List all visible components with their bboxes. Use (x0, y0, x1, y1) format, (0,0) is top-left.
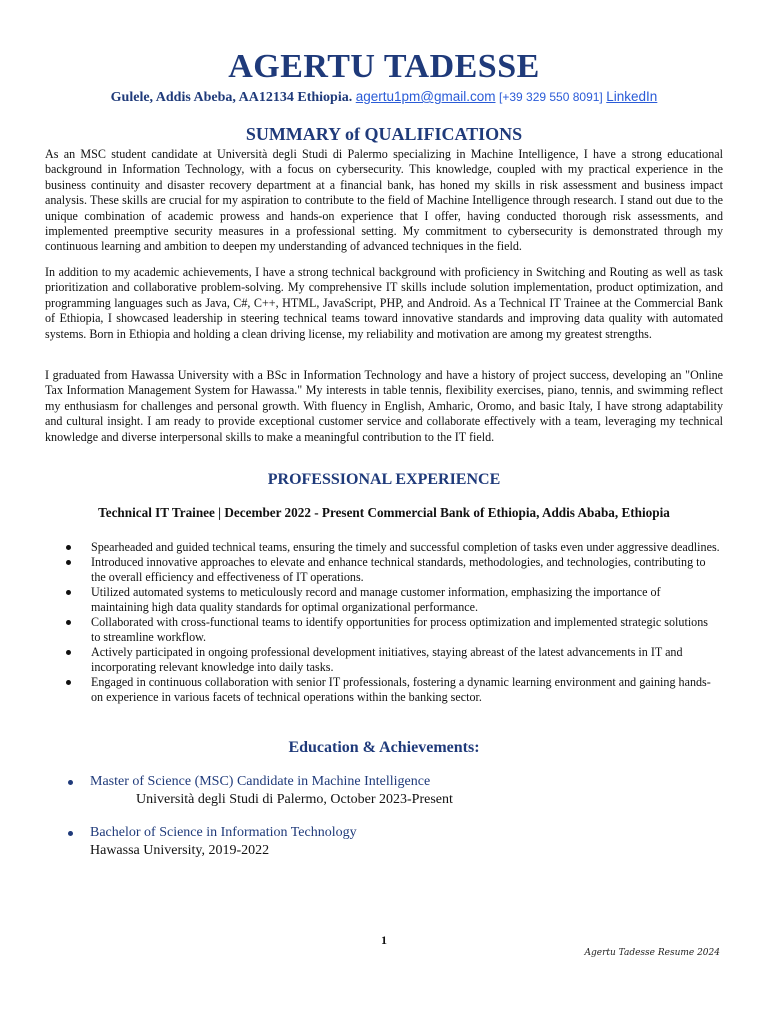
bullet-text: Introduced innovative approaches to elevate and enhance technical standards, methodologies, and technologies, contributing to the overall efficiency and effectiveness of IT operations. (91, 555, 706, 584)
degree-title: Master of Science (MSC) Candidate in Machine Intelligence (90, 774, 431, 789)
contact-line (0, 89, 768, 106)
summary-paragraph: I graduated from Hawassa University with a BSc in Information Technology and have a history of project success, developing an "Online Tax Information Management System for Hawassa." My interests in table tennis, flexibility exercises, piano, tennis, and swimming reflect my enthusiasm for challenges and personal growth. With fluency in English, Amharic, Oromo, and basic Italy, I have strong adaptability and cultural insight. I am ready to provide exceptional customer service and collaborate effectively with a team, leveraging my technical knowledge and diverse interpersonal skills to make a meaningful contribution to the IT field. (45, 368, 723, 444)
bullet-icon (66, 560, 71, 565)
bullet-icon (66, 590, 71, 595)
bullet-text: Spearheaded and guided technical teams, ensuring the timely and successful completion of tasks even under aggressive deadlines. (91, 540, 720, 554)
summary-paragraph: In addition to my academic achievements, I have a strong technical background with proficiency in Switching and Routing as well as task prioritization and collaborative problem-solving. My comprehensive IT skills include solution implementation, product optimization, and programming languages such as Java, C#, C++, HTML, JavaScript, PHP, and Android. As a Technical IT Trainee at the Commercial Bank of Ethiopia, I showcased leadership in steering technical teams toward innovative standards and improving data quality with automated systems. Born in Ethiopia and holding a clean driving license, my reliability and motivation are among my greatest strengths. (45, 265, 723, 341)
bullet-icon (68, 780, 73, 785)
list-item (60, 540, 720, 555)
phone-number: [+39 329 550 8091] (499, 90, 603, 104)
bullet-text: Collaborated with cross-functional teams to identify opportunities for process optimization and implemented strategic solutions to streamline workflow. (91, 615, 708, 644)
list-item (60, 555, 720, 585)
bullet-text: Engaged in continuous collaboration with senior IT professionals, fostering a dynamic learning environment and gaining hands-on experience in various facets of technical operations within the banking sector. (91, 675, 711, 704)
degree-title: Bachelor of Science in Information Technology (90, 825, 357, 840)
footer-signature: Agertu Tadesse Resume 2024 (584, 948, 720, 958)
bullet-icon (66, 620, 71, 625)
bullet-text: Actively participated in ongoing professional development initiatives, staying abreast of the latest advancements in IT and incorporating relevant knowledge into daily tasks. (91, 645, 683, 674)
address: Gulele, Addis Abeba, AA12134 Ethiopia. (110, 90, 353, 105)
bullet-icon (66, 545, 71, 550)
summary-heading: SUMMARY of QUALIFICATIONS (245, 124, 523, 144)
experience-heading: PROFESSIONAL EXPERIENCE (267, 471, 501, 488)
list-item (60, 615, 720, 645)
email-link[interactable]: agertu1pm@gmail.com (355, 89, 496, 104)
page-number: 1 (381, 933, 387, 947)
institution: Hawassa University, 2019-2022 (90, 843, 270, 858)
candidate-name: AGERTU TADESSE (228, 48, 540, 85)
education-heading: Education & Achievements: (288, 739, 480, 756)
bullet-icon (68, 831, 73, 836)
linkedin-link[interactable]: LinkedIn (606, 89, 658, 104)
experience-bullet-list (60, 540, 720, 705)
institution: Università degli Studi di Palermo, October 2023-Present (136, 792, 453, 807)
summary-paragraph: As an MSC student candidate at Università degli Studi di Palermo specializing in Machine Intelligence, I have a strong educational background in Information Technology, with a focus on cybersecurity. This knowledge, coupled with my practical experience in the business continuity and disaster recovery department at a financial bank, has honed my skills in risk assessment and business impact analysis. These skills are crucial for my aspiration to contribute to the field of Machine Intelligence through research. I stand out due to the unique combination of academic prowess and hands-on experience that I offer, having conducted thorough risk assessments, and implemented preemptive security measures in a professional setting. My commitment to cybersecurity is demonstrated through my continuous learning and ambition to deepen my understanding of advanced techniques in the field. (45, 147, 723, 254)
list-item (60, 645, 720, 675)
bullet-icon (66, 680, 71, 685)
list-item (60, 675, 720, 705)
bullet-text: Utilized automated systems to meticulously record and manage customer information, emphasizing the importance of maintaining high data quality standards for optimal organizational performance. (91, 585, 661, 614)
list-item (60, 585, 720, 615)
job-title-line: Technical IT Trainee | December 2022 - Present Commercial Bank of Ethiopia, Addis Ababa, Ethiopia (98, 505, 670, 520)
bullet-icon (66, 650, 71, 655)
